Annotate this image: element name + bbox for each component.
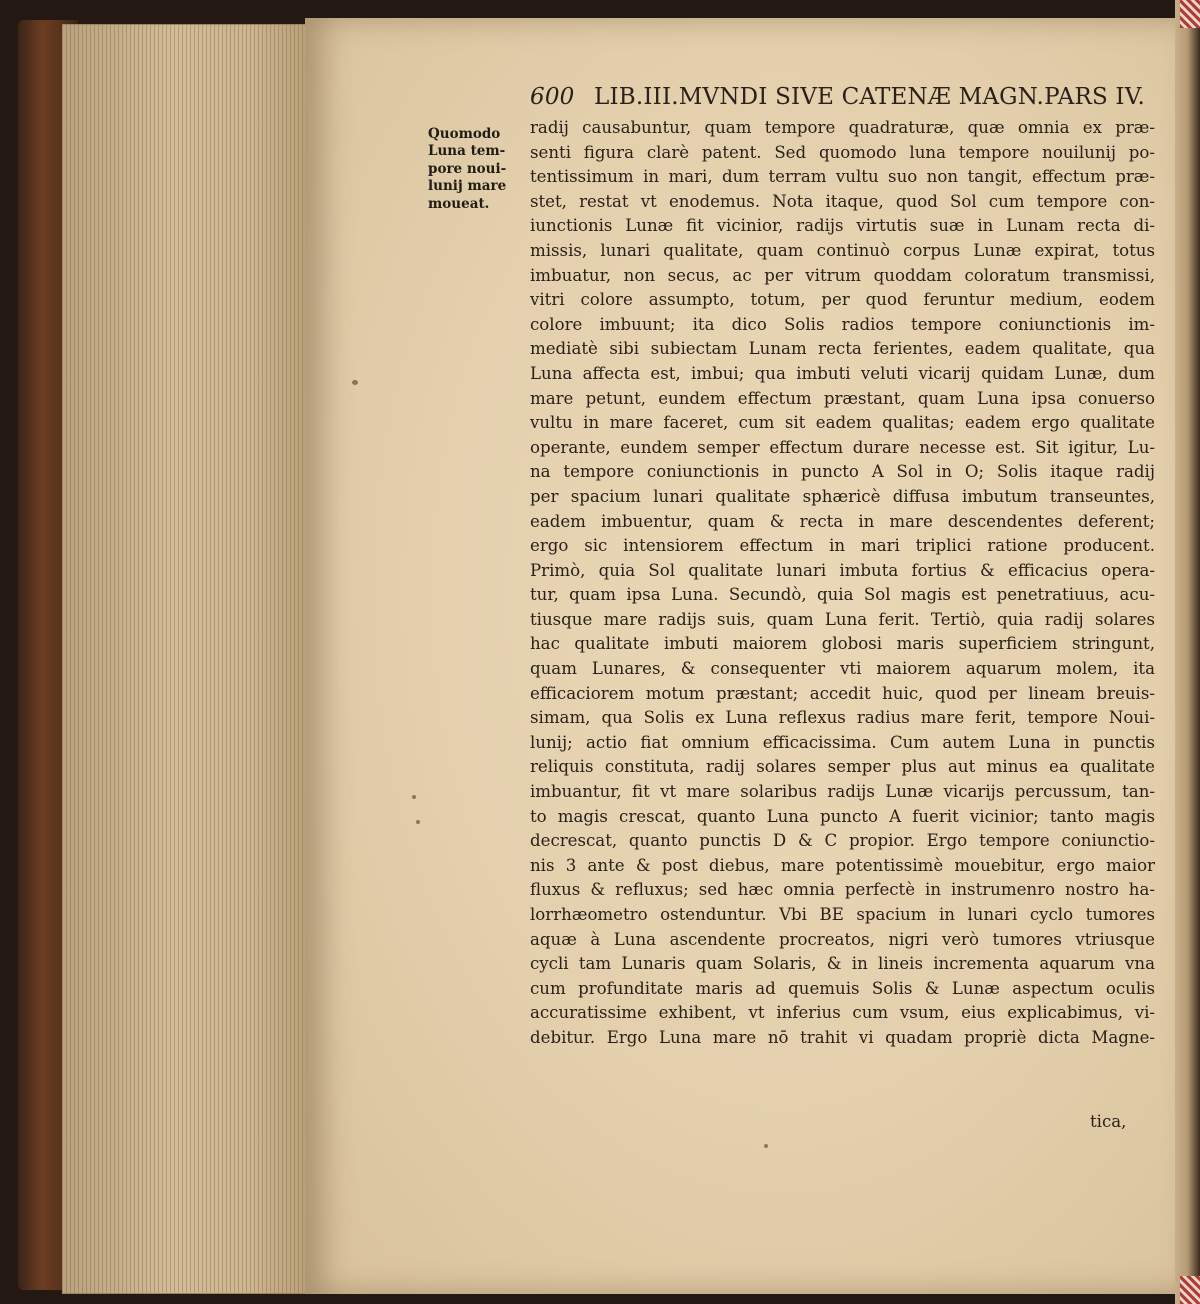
text-line: vitri colore assumpto, totum, per quod feruntur medium, eodem [530,290,1155,310]
text-line: per spacium lunari qualitate sphæricè diffusa imbutum transeuntes, [530,486,1155,506]
text-line: aquæ à Luna ascendente procreatos, nigri verò tumores vtriusque [530,929,1155,949]
color-marker-top [1180,0,1200,28]
margin-note [428,126,524,213]
text-line: debitur. Ergo Luna mare nō trahit vi quadam propriè dicta Magne- [530,1027,1155,1047]
right-page-edge [1175,0,1200,1304]
margin-note-line: moueat. [428,195,490,212]
ink-spot [764,1144,768,1148]
text-line: cum profunditate maris ad quemuis Solis & Lunæ aspectum oculis [530,978,1155,998]
text-line: eadem imbuentur, quam & recta in mare descendentes deferent; [530,511,1155,531]
text-line: fluxus & refluxus; sed hæc omnia perfectè in instrumenro nostro ha- [530,880,1155,900]
text-line: radij causabuntur, quam tempore quadraturæ, quæ omnia ex præ- [530,118,1155,137]
page-edges [62,24,310,1294]
text-line: senti figura clarè patent. Sed quomodo luna tempore nouilunij po- [530,142,1155,162]
text-line: tur, quam ipsa Luna. Secundò, quia Sol magis est penetratiuus, acu- [530,585,1155,605]
text-line: colore imbuunt; ita dico Solis radios tempore coniunctionis im- [530,314,1155,334]
body-text [530,116,1155,1051]
catchword: tica, [1090,1112,1127,1131]
text-line: quam Lunares, & consequenter vti maiorem aquarum molem, ita [530,659,1155,679]
text-line: ergo sic intensiorem effectum in mari triplici ratione producent. [530,536,1155,556]
text-line: decrescat, quanto punctis D & C propior. Ergo tempore coniunctio- [530,831,1155,851]
text-line: mediatè sibi subiectam Lunam recta ferientes, eadem qualitate, qua [530,339,1155,359]
text-line: mare petunt, eundem effectum præstant, quam Luna ipsa conuerso [530,388,1155,408]
text-line: iunctionis Lunæ fit vicinior, radijs virtutis suæ in Lunam recta di- [530,216,1155,236]
text-line: accuratissime exhibent, vt inferius cum vsum, eius explicabimus, vi- [530,1003,1155,1023]
ink-spot [352,380,358,385]
text-line: hac qualitate imbuti maiorem globosi maris superficiem stringunt, [530,634,1155,654]
text-line: Primò, quia Sol qualitate lunari imbuta fortius & efficacius opera- [530,560,1155,580]
text-line: nis 3 ante & post diebus, mare potentissimè mouebitur, ergo maior [530,855,1155,875]
text-line: to magis crescat, quanto Luna puncto A fuerit vicinior; tanto magis [530,806,1155,826]
text-line: simam, qua Solis ex Luna reflexus radius mare ferit, tempore Noui- [530,708,1155,728]
margin-note-line: lunij mare [428,178,507,195]
color-marker-bottom [1180,1276,1200,1304]
text-line: missis, lunari qualitate, quam continuò corpus Lunæ expirat, totus [530,240,1155,260]
text-line: lorrhæometro ostenduntur. Vbi BE spacium in lunari cyclo tumores [530,905,1155,924]
ink-spot [416,820,420,824]
text-line: efficaciorem motum præstant; accedit huic, quod per lineam breuis- [530,683,1155,703]
text-line: operante, eundem semper effectum durare necesse est. Sit igitur, Lu- [530,437,1155,457]
text-line: imbuatur, non secus, ac per vitrum quoddam coloratum transmissi, [530,265,1155,285]
text-line: tiusque mare radijs suis, quam Luna ferit. Tertiò, quia radij solares [530,609,1155,629]
ink-spot [412,795,416,799]
text-line: na tempore coniunctionis in puncto A Sol in O; Solis itaque radij [530,462,1155,482]
text-line: Luna affecta est, imbui; qua imbuti veluti vicarij quidam Lunæ, dum [530,363,1155,383]
text-line: vultu in mare faceret, cum sit eadem qualitas; eadem ergo qualitate [530,413,1155,433]
margin-note-line: pore noui- [428,160,507,177]
margin-note-line: Luna tem- [428,143,506,160]
text-line: cycli tam Lunaris quam Solaris, & in lineis incrementa aquarum vna [530,954,1155,974]
text-line: tentissimum in mari, dum terram vultu suo non tangit, effectum præ- [530,167,1155,187]
running-header [530,84,1160,110]
text-line: lunij; actio fiat omnium efficacissima. Cum autem Luna in punctis [530,732,1155,752]
page-number: 600 [530,84,575,110]
text-line: stet, restat vt enodemus. Nota itaque, quod Sol cum tempore con- [530,191,1155,211]
margin-note-line: Quomodo [428,126,501,142]
text-line: reliquis constituta, radij solares semper plus aut minus ea qualitate [530,757,1155,777]
text-line: imbuantur, fit vt mare solaribus radijs Lunæ vicarijs percussum, tan- [530,782,1155,802]
header-title: LIB.III.MVNDI SIVE CATENÆ MAGN.PARS IV. [594,84,1146,110]
